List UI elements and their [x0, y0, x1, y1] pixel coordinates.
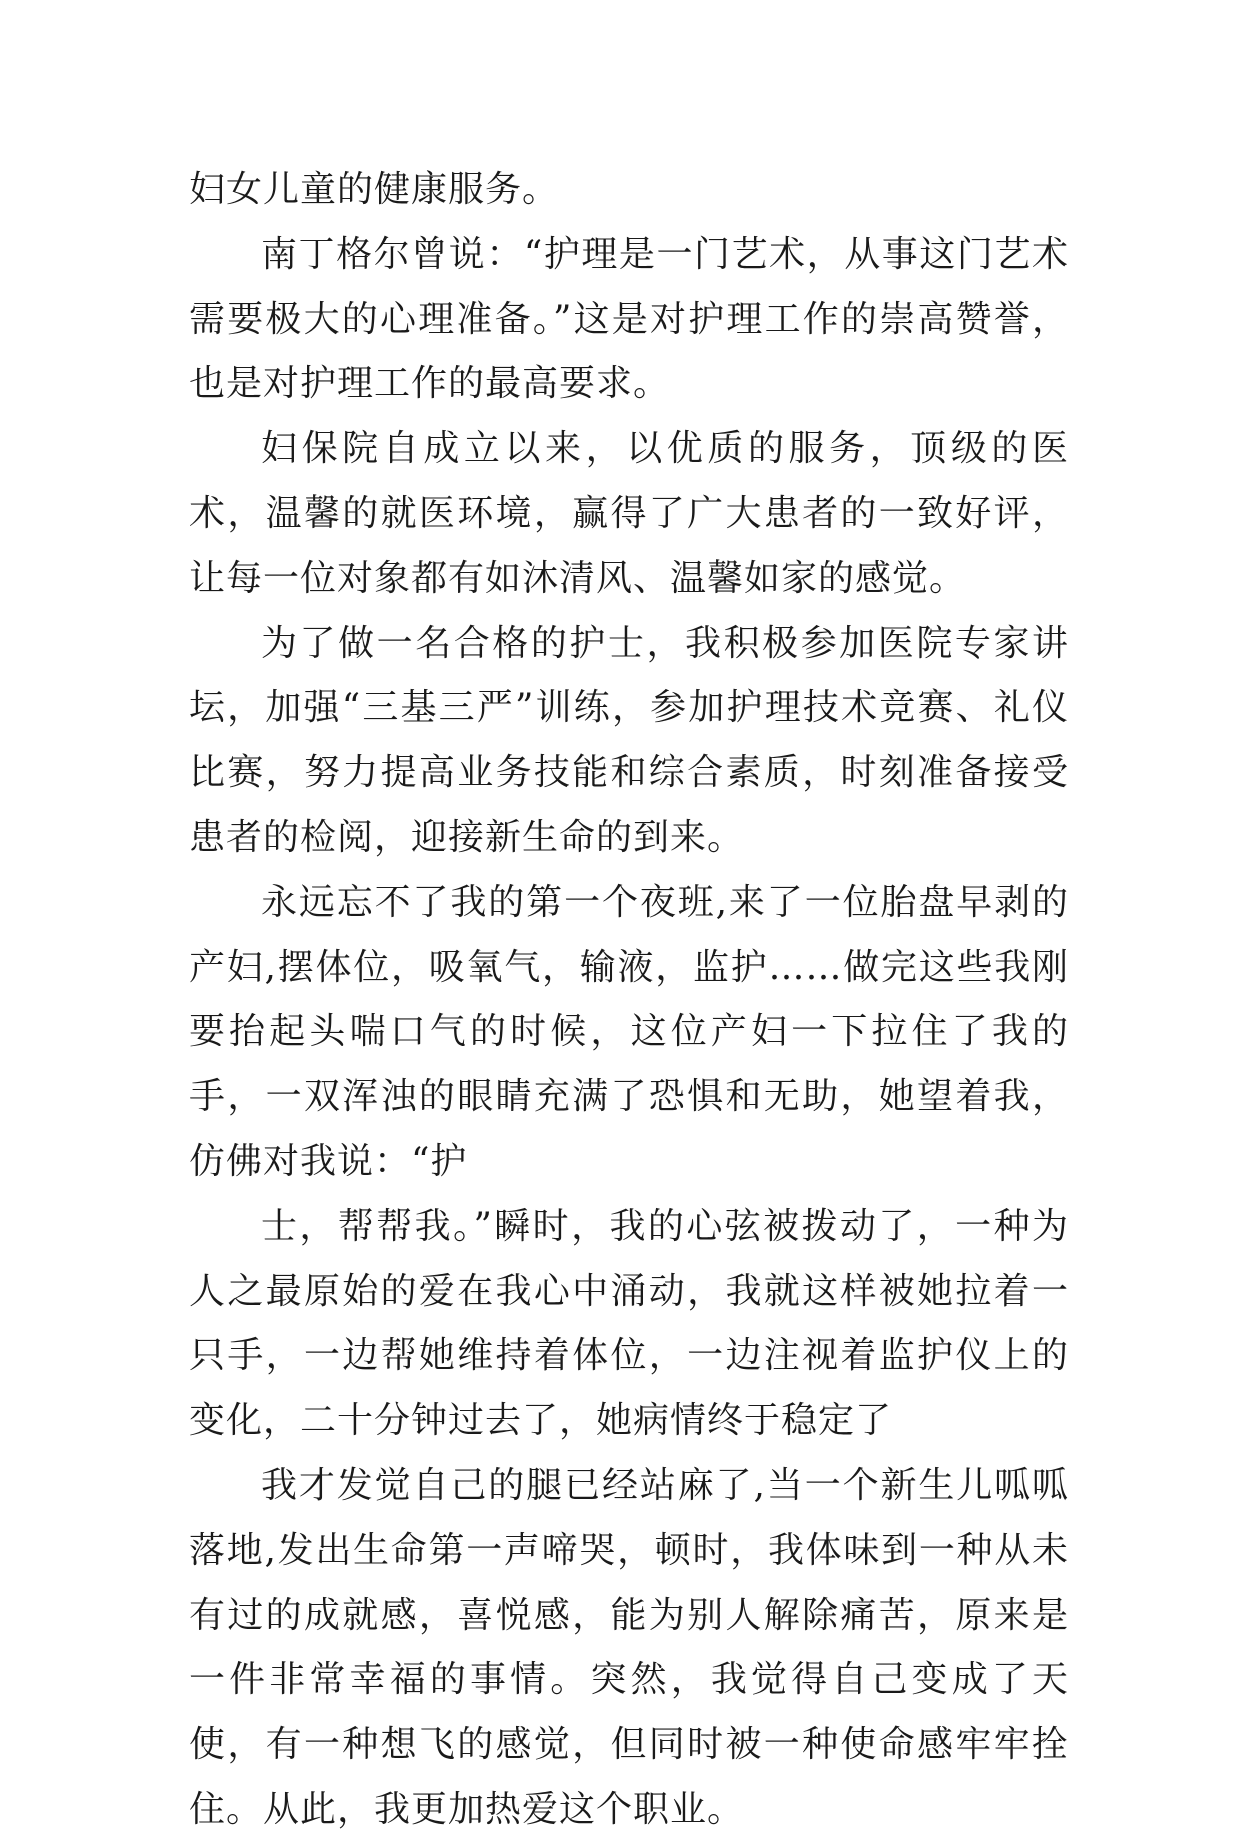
body-text [189, 158, 1069, 1843]
paragraph-continuation: 妇女儿童的健康服务。 [189, 169, 560, 210]
paragraph-qualified-nurse: 为了做一名合格的护士，我积极参加医院专家讲坛，加强“三基三严”训练，参加护理技术竞赛、礼仪比赛，努力提高业务技能和综合素质，时刻准备接受患者的检阅，迎接新生命的到来。 [189, 622, 1069, 858]
paragraph-nightingale-quote: 南丁格尔曾说：“护理是一门艺术，从事这门艺术需要极大的心理准备。”这是对护理工作的崇高赞誉，也是对护理工作的最高要求。 [189, 233, 1069, 405]
paragraph-hospital-service: 妇保院自成立以来，以优质的服务，顶级的医术，温馨的就医环境，赢得了广大患者的一致好评，让每一位对象都有如沐清风、温馨如家的感觉。 [189, 428, 1069, 599]
paragraph-first-night-shift: 永远忘不了我的第一个夜班,来了一位胎盘早剥的产妇,摆体位，吸氧气，输液，监护……做完这些我刚要抬起头喘口气的时候，这位产妇一下拉住了我的手，一双浑浊的眼睛充满了恐惧和无助，她望着我，仿佛对我说：“护 [189, 881, 1069, 1182]
paragraph-new-life: 我才发觉自己的腿已经站麻了,当一个新生儿呱呱落地,发出生命第一声啼哭，顿时，我体味到一种从未有过的成就感，喜悦感，能为别人解除痛苦，原来是一件非常幸福的事情。突然，我觉得自己变成了天使，有一种想飞的感觉，但同时被一种使命感牢牢拴住。从此，我更加热爱这个职业。 [189, 1464, 1069, 1830]
paragraph-help-me: 士，帮帮我。”瞬时，我的心弦被拨动了，一种为人之最原始的爱在我心中涌动，我就这样被她拉着一只手，一边帮她维持着体位，一边注视着监护仪上的变化，二十分钟过去了，她病情终于稳定了 [189, 1205, 1069, 1442]
